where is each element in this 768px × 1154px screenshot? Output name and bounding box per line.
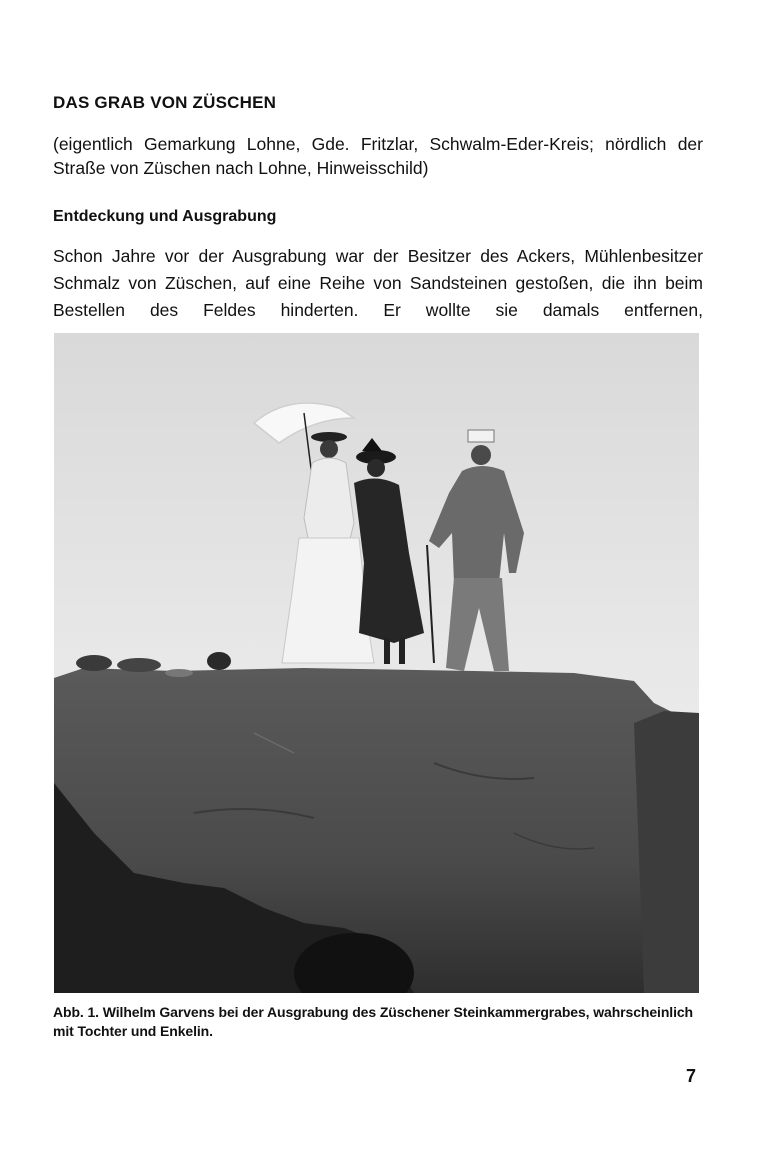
section-title: Entdeckung und Ausgrabung xyxy=(53,208,277,225)
page-title: DAS GRAB VON ZÜSCHEN xyxy=(53,93,277,112)
historic-photo xyxy=(54,333,699,993)
body-paragraph: Schon Jahre vor der Ausgrabung war der Besitzer des Ackers, Mühlenbesitzer Schmalz von Züschen, auf eine Reihe von Sandsteinen gestoßen, die ihn beim Bestellen des Feldes hinderten. Er wollte sie damals entfernen, xyxy=(53,246,703,320)
side-stone xyxy=(634,711,699,993)
location-note: (eigentlich Gemarkung Lohne, Gde. Fritzlar, Schwalm-Eder-Kreis; nördlich der Straße von Züschen nach Lohne, Hinweisschild) xyxy=(53,134,703,178)
figure-caption: Abb. 1. Wilhelm Garvens bei der Ausgrabung des Züschener Steinkammergrabes, wahrscheinlich mit Tochter und Enkelin. xyxy=(53,1004,693,1039)
page-number: 7 xyxy=(686,1066,697,1086)
